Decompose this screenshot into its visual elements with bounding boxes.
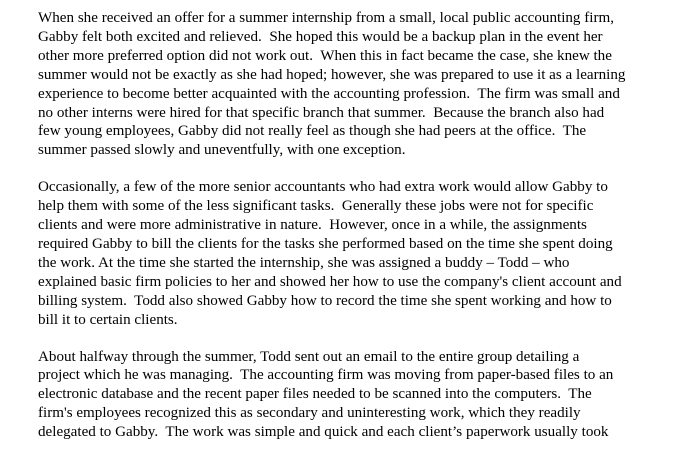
- text-line: firm's employees recognized this as secondary and uninteresting work, which they readily: [38, 405, 581, 422]
- text-line: When she received an offer for a summer internship from a small, local public accounting firm,: [38, 10, 615, 26]
- text-line: few young employees, Gabby did not really feel as though she had peers at the office. The: [38, 123, 587, 140]
- text-line: Occasionally, a few of the more senior accountants who had extra work would allow Gabby to: [38, 179, 608, 196]
- text-line: required Gabby to bill the clients for the tasks she performed based on the time she spent doing: [38, 235, 613, 252]
- text-line: electronic database and the recent paper files needed to be scanned into the computers. The: [38, 386, 592, 403]
- text-line: bill it to certain clients.: [38, 311, 178, 328]
- text-line: billing system. Todd also showed Gabby how to record the time she spent working and how to: [38, 292, 612, 309]
- text-line: clients and were more administrative in nature. However, once in a while, the assignments: [38, 217, 587, 234]
- paragraph-1: [38, 9, 678, 160]
- text-line: About halfway through the summer, Todd sent out an email to the entire group detailing a: [38, 348, 580, 365]
- text-line: Gabby felt both excited and relieved. She hoped this would be a backup plan in the event her: [38, 28, 603, 45]
- paragraph-3: [38, 348, 678, 443]
- paragraph-2: [38, 178, 678, 329]
- text-line: summer passed slowly and uneventfully, with one exception.: [38, 142, 406, 159]
- text-line: the work. At the time she started the internship, she was assigned a buddy – Todd – who: [38, 254, 570, 271]
- document-body: [38, 9, 678, 460]
- text-line: help them with some of the less significant tasks. Generally these jobs were not for specific: [38, 198, 594, 215]
- text-line: no other interns were hired for that specific branch that summer. Because the branch also had: [38, 104, 605, 121]
- text-line: delegated to Gabby. The work was simple and quick and each client’s paperwork usually took: [38, 424, 609, 441]
- text-line: experience to become better acquainted with the accounting profession. The firm was small and: [38, 85, 620, 102]
- text-line: summer would not be exactly as she had hoped; however, she was prepared to use it as a learning: [38, 66, 626, 83]
- text-line: other more preferred option did not work out. When this in fact became the case, she knew the: [38, 47, 612, 64]
- text-line: explained basic firm policies to her and showed her how to use the company's client account and: [38, 273, 622, 290]
- text-line: project which he was managing. The accounting firm was moving from paper-based files to an: [38, 367, 614, 384]
